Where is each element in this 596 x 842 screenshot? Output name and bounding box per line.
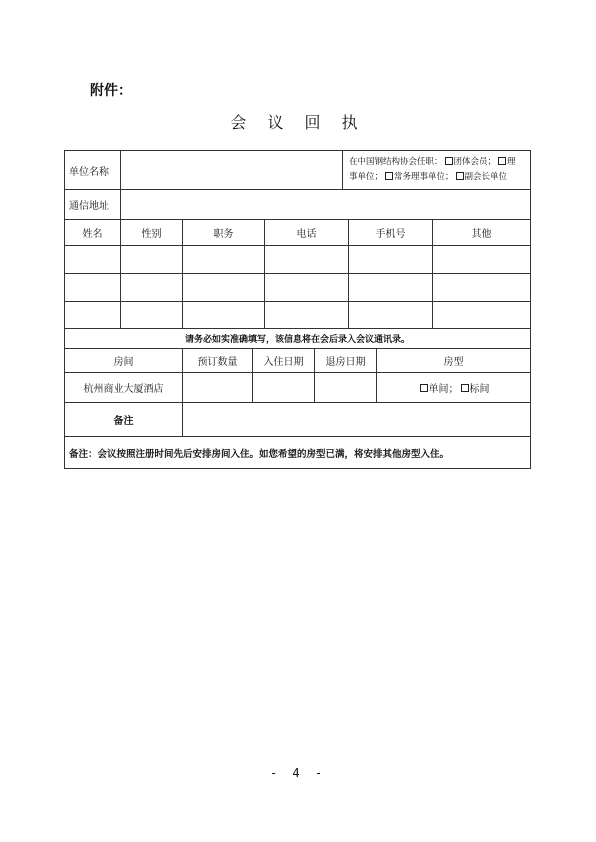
- checkbox-standing-council[interactable]: [385, 172, 393, 180]
- membership-options: [342, 151, 530, 189]
- hotel-name: 杭州商业大厦酒店: [83, 384, 164, 395]
- address-field[interactable]: [120, 190, 530, 219]
- header-quantity: 预订数量: [182, 349, 252, 372]
- header-gender: 性别: [120, 220, 182, 245]
- person-name-field[interactable]: [65, 302, 120, 328]
- room-type-options: [376, 373, 530, 402]
- hotel-header-row: [65, 348, 530, 372]
- checkin-field[interactable]: [252, 373, 314, 402]
- person-other-field[interactable]: [432, 274, 530, 301]
- person-name-field[interactable]: [65, 274, 120, 301]
- unit-name-label: 单位名称: [69, 166, 109, 178]
- remarks-field[interactable]: [182, 403, 530, 436]
- address-label: 通信地址: [69, 201, 109, 212]
- membership-line-2: [349, 170, 507, 185]
- person-mobile-field[interactable]: [348, 246, 432, 273]
- vice-president-label: 副会长单位: [464, 172, 508, 182]
- group-member-label: 团体会员；: [453, 157, 497, 167]
- person-mobile-field[interactable]: [348, 274, 432, 301]
- council-member-label-start: 理: [507, 157, 516, 167]
- person-mobile-field[interactable]: [348, 302, 432, 328]
- header-checkin: 入住日期: [252, 349, 314, 372]
- person-gender-field[interactable]: [120, 302, 182, 328]
- person-name-field[interactable]: [65, 246, 120, 273]
- header-phone: 电话: [264, 220, 348, 245]
- person-row: [65, 301, 530, 328]
- person-row: [65, 273, 530, 301]
- header-position: 职务: [182, 220, 264, 245]
- notice-row: [65, 328, 530, 348]
- person-other-field[interactable]: [432, 302, 530, 328]
- attachment-label: 附件：: [90, 83, 132, 99]
- checkbox-group-member[interactable]: [445, 157, 453, 165]
- notice-text: 请务必如实准确填写，该信息将在会后录入会议通讯录。: [184, 335, 410, 345]
- footer-note: 备注：会议按照注册时间先后安排房间入住。如您希望的房型已满，将安排其他房型入住。: [69, 448, 450, 460]
- person-position-field[interactable]: [182, 246, 264, 273]
- person-phone-field[interactable]: [264, 274, 348, 301]
- person-gender-field[interactable]: [120, 274, 182, 301]
- unit-name-field[interactable]: [120, 151, 342, 189]
- quantity-field[interactable]: [182, 373, 252, 402]
- checkbox-double-room[interactable]: [461, 384, 469, 392]
- checkbox-single-room[interactable]: [420, 384, 428, 392]
- checkbox-vice-president[interactable]: [456, 172, 464, 180]
- single-room-label: 单间；: [428, 384, 459, 395]
- checkout-field[interactable]: [314, 373, 376, 402]
- header-mobile: 手机号: [348, 220, 432, 245]
- membership-line-1: [349, 155, 516, 170]
- unit-row: [65, 151, 530, 189]
- person-header-row: [65, 219, 530, 245]
- hotel-row: [65, 372, 530, 402]
- header-other: 其他: [432, 220, 530, 245]
- double-room-label: 标间: [469, 384, 490, 395]
- person-phone-field[interactable]: [264, 302, 348, 328]
- standing-council-label: 常务理事单位；: [394, 172, 454, 182]
- person-gender-field[interactable]: [120, 246, 182, 273]
- reply-form: [64, 150, 531, 469]
- header-checkout: 退房日期: [314, 349, 376, 372]
- remarks-label: 备注: [113, 416, 134, 427]
- checkbox-council-member[interactable]: [498, 157, 506, 165]
- council-member-label-end: 事单位；: [349, 172, 384, 182]
- header-room-type: 房型: [376, 349, 530, 372]
- person-position-field[interactable]: [182, 302, 264, 328]
- header-name: 姓名: [82, 229, 103, 240]
- page-number: - 4 -: [269, 766, 327, 780]
- membership-prefix: 在中国钢结构协会任职：: [349, 157, 443, 167]
- person-position-field[interactable]: [182, 274, 264, 301]
- form-title: 会 议 回 执: [230, 113, 366, 132]
- person-phone-field[interactable]: [264, 246, 348, 273]
- person-other-field[interactable]: [432, 246, 530, 273]
- address-row: [65, 189, 530, 219]
- remarks-row: [65, 402, 530, 436]
- header-room: 房间: [113, 357, 134, 368]
- footer-note-row: [65, 436, 530, 468]
- person-row: [65, 245, 530, 273]
